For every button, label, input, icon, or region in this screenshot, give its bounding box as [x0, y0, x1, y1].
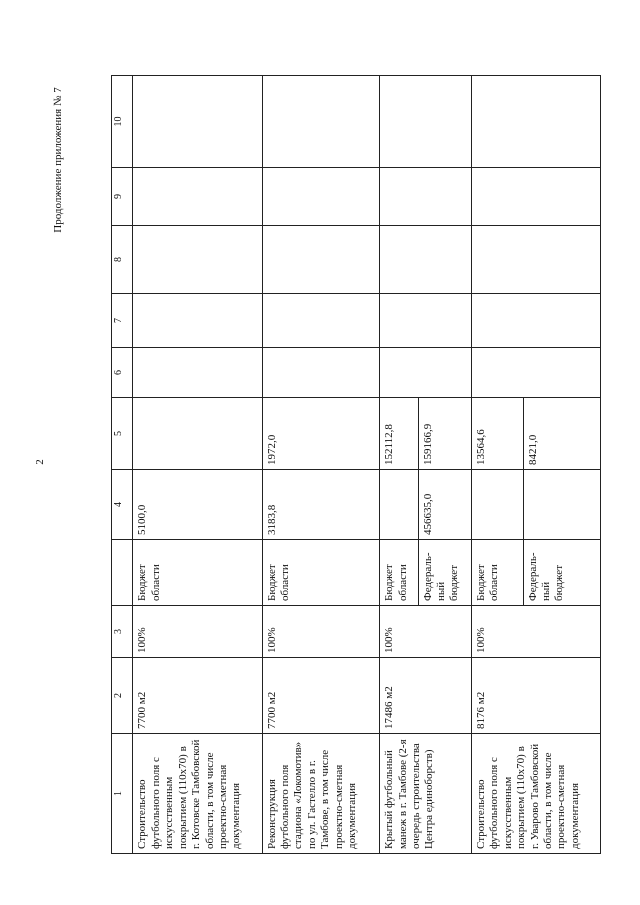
empty-cell: [262, 168, 380, 226]
table-row: [380, 76, 418, 854]
empty-cell: [380, 226, 472, 294]
header-cell: 5: [112, 398, 133, 470]
value-cell: 1972,0: [262, 398, 380, 470]
empty-cell: [380, 294, 472, 348]
table-row: [262, 76, 380, 854]
empty-cell: [133, 226, 262, 294]
source-cell: Бюджет области: [471, 540, 523, 606]
percent-cell: 100%: [471, 606, 600, 658]
object-name: Крытый футбольный манеж в г. Тамбове (2-я очередь строительства Центра единоборств): [380, 734, 472, 854]
empty-cell: [262, 76, 380, 168]
header-cell: [112, 540, 133, 606]
table-row: [133, 76, 262, 854]
empty-cell: [133, 348, 262, 398]
table-row: [471, 76, 523, 854]
header-cell: 1: [112, 734, 133, 854]
empty-cell: [380, 168, 472, 226]
empty-cell: [133, 168, 262, 226]
area-cell: 7700 м2: [133, 658, 262, 734]
appendix-caption: Продолжение приложения № 7: [52, 87, 64, 233]
value-cell: 159166,9: [418, 398, 471, 470]
area-cell: 8176 м2: [471, 658, 600, 734]
area-cell: 7700 м2: [262, 658, 380, 734]
header-cell: 8: [112, 226, 133, 294]
value-cell: [471, 470, 523, 540]
area-cell: 17486 м2: [380, 658, 472, 734]
source-cell: Федераль-ный бюджет: [418, 540, 471, 606]
source-cell: Федераль-ный бюджет: [523, 540, 601, 606]
empty-cell: [471, 76, 600, 168]
header-cell: 6: [112, 348, 133, 398]
value-cell: 3183,8: [262, 470, 380, 540]
empty-cell: [262, 294, 380, 348]
data-table-container: [111, 76, 601, 854]
value-cell: 13564,6: [471, 398, 523, 470]
source-cell: Бюджет области: [133, 540, 262, 606]
object-name: Строительство футбольного поля с искусственным покрытием (110х70) в г. Котовске Тамбовской области, в том числе проектно-сметная документация: [133, 734, 262, 854]
header-cell: 3: [112, 606, 133, 658]
percent-cell: 100%: [380, 606, 472, 658]
header-cell: 10: [112, 76, 133, 168]
header-cell: 4: [112, 470, 133, 540]
empty-cell: [471, 348, 600, 398]
object-name: Строительство футбольного поля с искусственным покрытием (110х70) в г. Уварово Тамбовской области, в том числе проектно-сметная документация: [471, 734, 600, 854]
empty-cell: [133, 76, 262, 168]
empty-cell: [133, 294, 262, 348]
empty-cell: [262, 348, 380, 398]
percent-cell: 100%: [262, 606, 380, 658]
percent-cell: 100%: [133, 606, 262, 658]
empty-cell: [380, 76, 472, 168]
value-cell: 152112,8: [380, 398, 418, 470]
empty-cell: [471, 168, 600, 226]
empty-cell: [380, 348, 472, 398]
value-cell: [523, 470, 601, 540]
header-row: [112, 76, 133, 854]
data-table: [111, 75, 601, 854]
header-cell: 7: [112, 294, 133, 348]
source-cell: Бюджет области: [380, 540, 418, 606]
object-name: Реконструкция футбольного поля стадиона «Локомотив» по ул. Гастелло в г. Тамбове, в том числе проектно-сметная документация: [262, 734, 380, 854]
empty-cell: [471, 226, 600, 294]
value-cell: 5100,0: [133, 470, 262, 540]
empty-cell: [471, 294, 600, 348]
header-cell: 9: [112, 168, 133, 226]
value-cell: [380, 470, 418, 540]
value-cell: 456635,0: [418, 470, 471, 540]
page-number: 2: [34, 459, 46, 465]
header-cell: 2: [112, 658, 133, 734]
empty-cell: [262, 226, 380, 294]
value-cell: 8421,0: [523, 398, 601, 470]
source-cell: Бюджет области: [262, 540, 380, 606]
value-cell: [133, 398, 262, 470]
